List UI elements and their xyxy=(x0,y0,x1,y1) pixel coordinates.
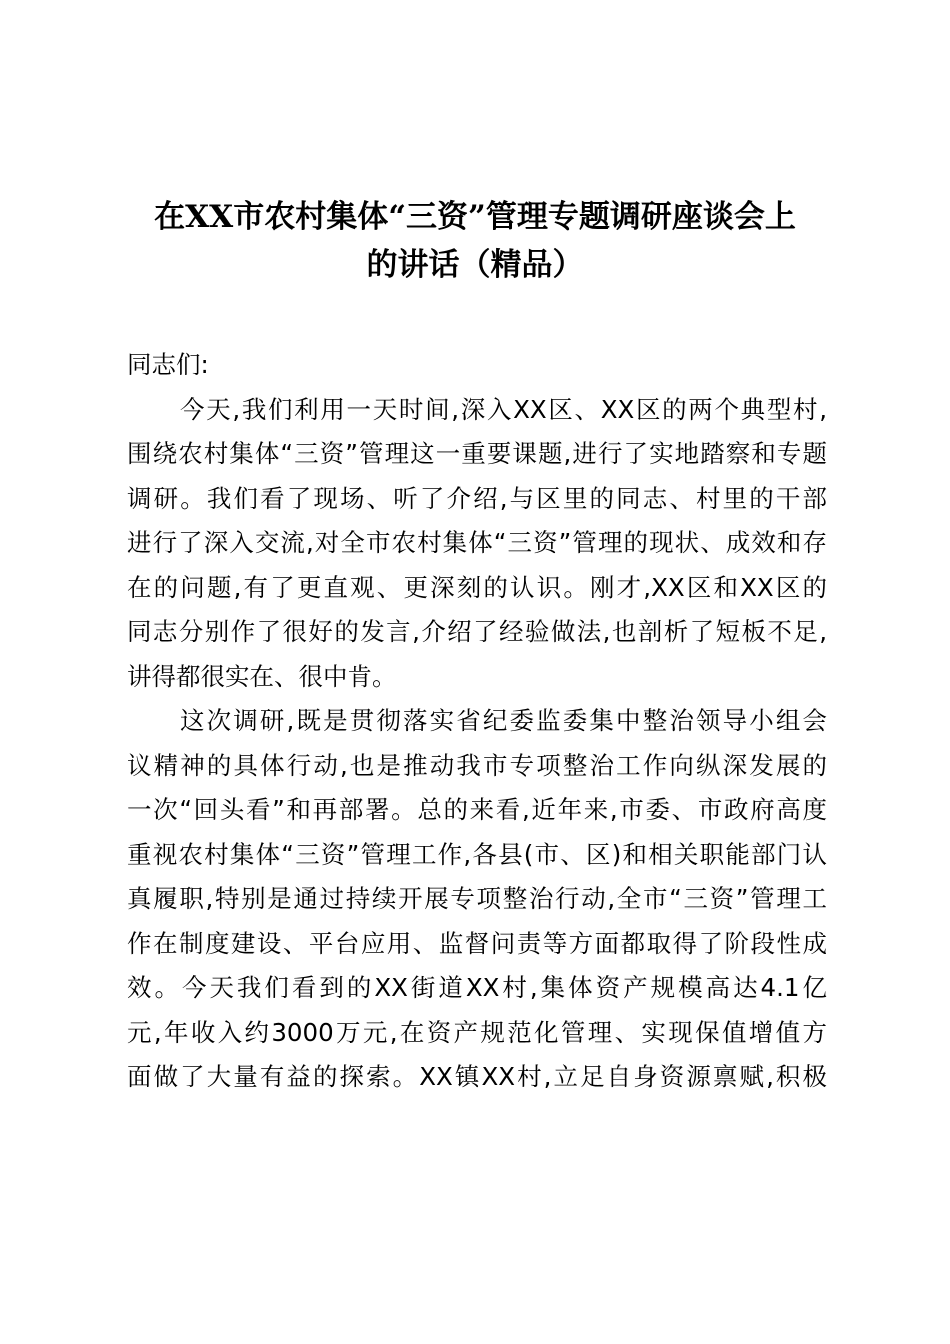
paragraph-2-line-9: 面做了大量有益的探索。XX镇XX村,立足自身资源禀赋,积极 xyxy=(127,1062,827,1091)
paragraph-1-line-5: 在的问题,有了更直观、更深刻的认识。刚才,XX区和XX区的 xyxy=(127,572,827,602)
paragraph-2-line-1: 这次调研,既是贯彻落实省纪委监委集中整治领导小组会 xyxy=(180,706,827,735)
paragraph-1-line-2: 围绕农村集体“三资”管理这一重要课题,进行了实地踏察和专题 xyxy=(127,439,827,468)
greeting: 同志们: xyxy=(127,350,209,379)
paragraph-1-line-6: 同志分别作了很好的发言,介绍了经验做法,也剖析了短板不足, xyxy=(127,617,827,646)
paragraph-1-line-7: 讲得都很实在、很中肯。 xyxy=(127,661,397,691)
paragraph-2-line-5: 真履职,特别是通过持续开展专项整治行动,全市“三资”管理工 xyxy=(127,884,827,913)
paragraph-2-line-7: 效。今天我们看到的XX街道XX村,集体资产规模高达4.1亿 xyxy=(127,973,827,1002)
paragraph-2-line-6: 作在制度建设、平台应用、监督问责等方面都取得了阶段性成 xyxy=(127,928,827,958)
paragraph-2-line-3: 一次“回头看”和再部署。总的来看,近年来,市委、市政府高度 xyxy=(127,795,827,824)
paragraph-2-line-8: 元,年收入约3000万元,在资产规范化管理、实现保值增值方 xyxy=(127,1017,827,1047)
document-body xyxy=(127,343,827,1100)
paragraph-2-line-2: 议精神的具体行动,也是推动我市专项整治工作向纵深发展的 xyxy=(127,750,827,780)
paragraph-1-line-4: 进行了深入交流,对全市农村集体“三资”管理的现状、成效和存 xyxy=(127,528,827,557)
paragraph-2-line-4: 重视农村集体“三资”管理工作,各县(市、区)和相关职能部门认 xyxy=(127,839,827,869)
document-title-line-1: 在XX市农村集体“三资”管理专题调研座谈会上 xyxy=(154,199,796,235)
document-title-line-2: 的讲话（精品） xyxy=(366,247,584,283)
paragraph-1-line-1: 今天,我们利用一天时间,深入XX区、XX区的两个典型村, xyxy=(180,394,827,424)
paragraph-1-line-3: 调研。我们看了现场、听了介绍,与区里的同志、村里的干部 xyxy=(127,483,827,513)
